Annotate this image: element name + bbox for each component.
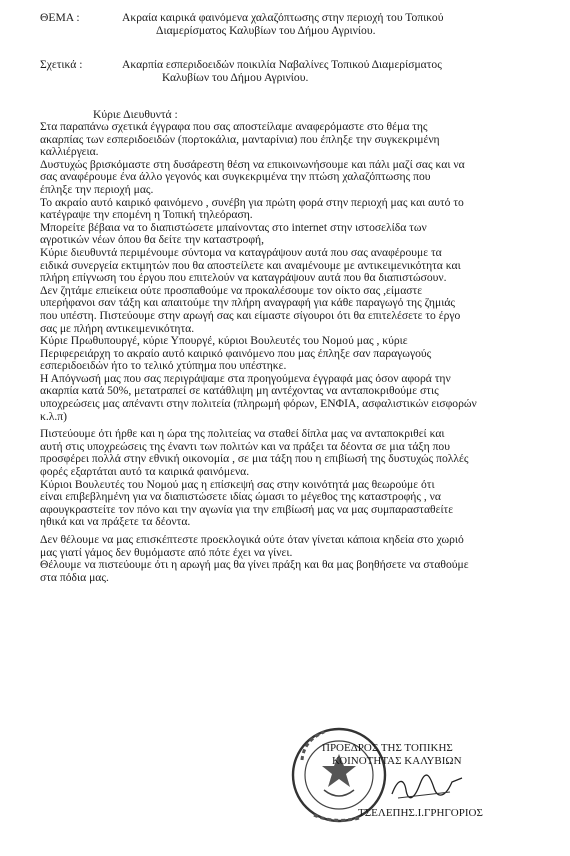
body-line: Δεν ζητάμε επιείκεια ούτε προσπαθούμε να προκαλέσουμε τον οίκτο σας ,είμαστε (40, 283, 423, 297)
body-line: Το ακραίο αυτό καιρικό φαινόμενο , συνέβη για πρώτη φορά στην περιοχή μας και αυτό το (40, 195, 464, 209)
body-line: που υπέστη. Πιστεύουμε στην αρωγή σας και είμαστε σίγουροι ότι θα επιτελέσετε το έργο (40, 308, 461, 322)
body-line: έπληξε την περιοχή μας. (40, 182, 154, 196)
body-line: εσπεριδοειδών ήτο το τελικό χτύπημα που υπέστηκε. (40, 359, 287, 373)
reference-block (40, 59, 560, 85)
body-line: Δεν θέλουμε να μας επισκέπτεστε προεκλογικά ούτε όταν γίνεται κάποια κηδεία στο χωριό (40, 533, 464, 546)
body-paragraph (40, 285, 545, 335)
body-line: Θέλουμε να πιστεύουμε ότι η αρωγή μας θα γίνει πράξη και θα μας βοηθήσετε να σταθούμε (40, 558, 469, 572)
subject-line: Διαμερίσματος Καλυβίων του Δήμου Αγρινίου. (156, 23, 376, 37)
body-line: σας με πλήρη αντικειμενικότητα. (40, 321, 195, 335)
body-line: μας γιατί γάμος δεν θυμόμαστε από πότε έχει να γίνει. (40, 545, 293, 559)
body-paragraph (40, 479, 545, 529)
body-line: αυτή στις υποχρεώσεις της έναντι των πολιτών και να πράξει τα δέοντα σε μια τάξη που (40, 439, 450, 453)
body-paragraph (40, 559, 545, 584)
body-paragraph (40, 222, 545, 247)
body-line: σας αναφέρουμε ένα άλλο γεγονός και συγκεκριμένα την πτώση χαλαζόπτωσης που (40, 170, 431, 184)
body-line: υποχρεώσεις μας απέναντι στην πολιτεία (πληρωμή φόρων, ΕΝΦΙΑ, ασφαλιστικών εισφορών (40, 397, 477, 411)
body-line: κατέγραψε την επομένη η Τοπική τηλεόραση. (40, 208, 253, 222)
body-line: στα πόδια μας. (40, 570, 109, 584)
body-paragraph (40, 159, 545, 197)
body-line: υπερήφανοι σαν τάξη και απαιτούμε την πλήρη αναγραφή για κάθε παραγωγό της ζημιάς (40, 296, 455, 310)
subject-line: Ακραία καιρικά φαινόμενα χαλαζόπτωσης στην περιοχή του Τοπικού (122, 11, 444, 24)
signature-title-line: ΚΟΙΝΟΤΗΤΑΣ ΚΑΛΥΒΙΩΝ (332, 755, 462, 767)
salutation: Κύριε Διευθυντά : (93, 108, 178, 121)
body-paragraph (40, 428, 545, 478)
reference-label: Σχετικά : (40, 58, 83, 71)
body-paragraph (40, 335, 545, 373)
signature-block (300, 722, 540, 832)
body-line: ηθικά και να πράξετε τα δέοντα. (40, 515, 191, 529)
body-line: είναι επιβεβλημένη για να διαπιστώσετε ιδίας ώμασι το μέγεθος της καταστροφής , να (40, 490, 441, 504)
subject-text (122, 12, 552, 37)
body-line: Περιφερειάρχη το ακραίο αυτό καιρικό φαινόμενο που μας έπληξε σαν παραγωγούς (40, 346, 432, 360)
body-line: Κύριε διευθυντά περιμένουμε σύντομα να καταγράψουν αυτά που σας αναφέρουμε τα (40, 245, 442, 259)
body-line: ακαρπία κατά 50%, μετατραπεί σε κατάθλιψη μη αντέχοντας να ανταποκριθούμε στις (40, 384, 439, 398)
body-line: Η Απόγνωσή μας που σας περιγράψαμε στα προηγούμενα έγγραφά μας όσον αφορά την (40, 371, 451, 385)
body-line: Μπορείτε βέβαια να το διαπιστώσετε μπαίνοντας στο internet στην ιστοσελίδα των (40, 220, 427, 234)
body-paragraph (40, 121, 545, 159)
body-line: Δυστυχώς βρισκόμαστε στη δυσάρεστη θέση να επικοινωνήσουμε και πάλι μαζί σας και να (40, 157, 465, 171)
body-line: Στα παραπάνω σχετικά έγγραφα που σας αποστείλαμε αναφερόμαστε στο θέμα της (40, 120, 428, 133)
body-paragraph (40, 197, 545, 222)
body-paragraph (40, 373, 545, 423)
body-line: ειδικά συνεργεία εκτιμητών που θα αποστείλετε και αναμένουμε με αντικειμενικότητα και (40, 258, 461, 272)
body-line: αφουγκραστείτε τον πόνο και την αγωνία για την επιβίωσή μας να μας συμπαρασταθείτε (40, 502, 454, 516)
reference-text (122, 59, 552, 84)
body-line: καλλιέργεια. (40, 145, 99, 159)
signature-name: ΤΣΕΛΕΠΗΣ.Ι.ΓΡΗΓΟΡΙΟΣ (358, 807, 483, 819)
letter-body (40, 121, 545, 584)
signature-title-line: ΠΡΟΕΔΡΟΣ ΤΗΣ ΤΟΠΙΚΗΣ (322, 742, 453, 754)
body-line: αγροτικών νέων όπου θα δείτε την καταστροφή, (40, 233, 264, 247)
body-line: προσφέρει πολλά στην εθνική οικονομία , σε μια τάξη που η επιβίωσή της δυστυχώς πολλές (40, 452, 469, 466)
body-paragraph (40, 534, 545, 559)
body-line: φορές εξαρτάται αυτό τα καιρικά φαινόμενα. (40, 465, 250, 479)
body-line: πλήρη επίγνωση του έργου που επιτελούν να καταγράψουν αυτά που θα διαπιστώσουν. (40, 271, 447, 285)
body-paragraph (40, 247, 545, 285)
body-line: Πιστεύουμε ότι ήρθε και η ώρα της πολιτείας να σταθεί δίπλα μας να ανταποκριθεί και (40, 427, 445, 441)
body-line: ακαρπίας των εσπεριδοειδών (πορτοκάλια, μανταρίνια) που έπληξε την συγκεκριμένη (40, 132, 440, 146)
subject-label: ΘΕΜΑ : (40, 11, 80, 24)
reference-line: Ακαρπία εσπεριδοειδών ποικιλία Ναβαλίνες Τοπικού Διαμερίσματος (122, 58, 442, 71)
subject-block (40, 12, 560, 38)
body-line: κ.λ.π) (40, 409, 67, 423)
body-line: Κύριοι Βουλευτές του Νομού μας η επίσκεψή σας στην κοινότητά μας θεωρούμε ότι (40, 477, 435, 491)
reference-line: Καλυβίων του Δήμου Αγρινίου. (162, 70, 309, 84)
body-line: Κύριε Πρωθυπουργέ, κύριε Υπουργέ, κύριοι Βουλευτές του Νομού μας , κύριε (40, 334, 408, 348)
